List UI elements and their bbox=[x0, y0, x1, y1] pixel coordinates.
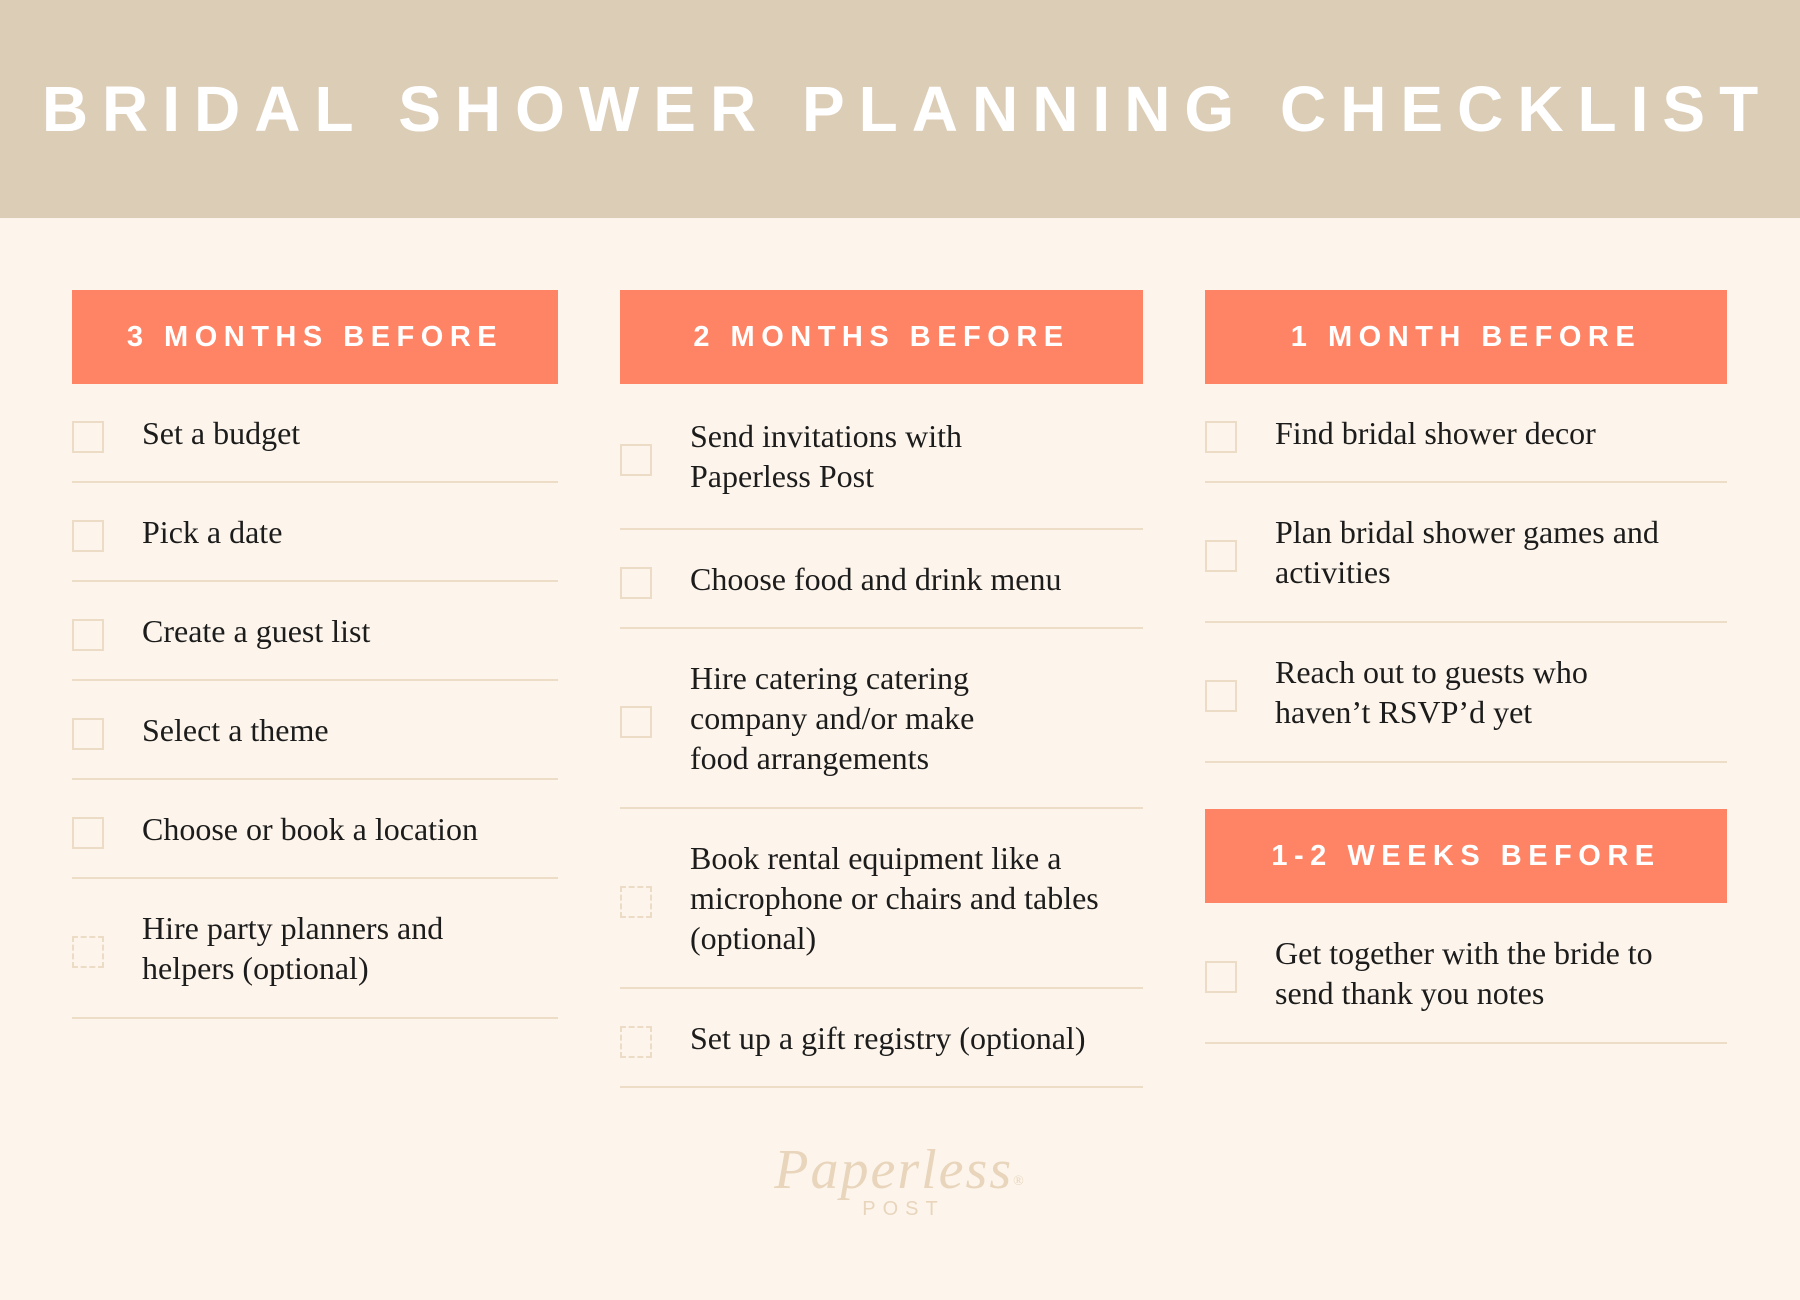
section-heading-label: 1-2 WEEKS BEFORE bbox=[1271, 839, 1661, 872]
column-1-month bbox=[1205, 290, 1727, 1044]
logo-script bbox=[755, 1140, 1045, 1200]
checkbox[interactable] bbox=[72, 421, 104, 453]
logo-subtext: POST bbox=[862, 1198, 945, 1220]
checklist-item bbox=[72, 384, 558, 483]
checklist-item bbox=[72, 582, 558, 681]
checklist-item-text: Reach out to guests who haven’t RSVP’d yet bbox=[1275, 654, 1588, 730]
checklist-item-optional bbox=[620, 809, 1143, 989]
checkbox[interactable] bbox=[620, 706, 652, 738]
checklist-item bbox=[1205, 903, 1727, 1044]
checklist-item-text: Set a budget bbox=[142, 414, 301, 451]
checklist-item bbox=[72, 483, 558, 582]
page-title: BRIDAL SHOWER PLANNING CHECKLIST bbox=[41, 73, 1773, 145]
checklist-item-optional bbox=[620, 989, 1143, 1088]
optional-checkbox[interactable] bbox=[620, 1026, 652, 1058]
checklist-item-text: Choose food and drink menu bbox=[690, 560, 1062, 597]
checkbox[interactable] bbox=[1205, 680, 1237, 712]
checklist-item-text: Get together with the bride to send thank you notes bbox=[1275, 934, 1653, 1011]
header-banner bbox=[0, 0, 1800, 218]
logo-script-text: Paperless bbox=[774, 1139, 1014, 1201]
checkbox[interactable] bbox=[620, 444, 652, 476]
checklist-item bbox=[620, 530, 1143, 629]
checklist-item bbox=[1205, 623, 1727, 763]
checklist-item-text: Hire party planners and helpers (optional) bbox=[142, 910, 444, 986]
checklist-item-text: Plan bridal shower games and activities bbox=[1275, 514, 1659, 590]
checklist-item-text: Create a guest list bbox=[142, 612, 371, 649]
checklist-item-text: Choose or book a location bbox=[142, 810, 478, 847]
paperless-post-logo bbox=[755, 1140, 1045, 1221]
checkbox[interactable] bbox=[620, 567, 652, 599]
checklist-item bbox=[1205, 483, 1727, 623]
checklist-item bbox=[1205, 384, 1727, 483]
registered-mark: ® bbox=[1013, 1174, 1026, 1189]
checklist-item bbox=[72, 780, 558, 879]
section-heading-label: 1 MONTH BEFORE bbox=[1290, 320, 1642, 353]
checkbox[interactable] bbox=[1205, 540, 1237, 572]
checkbox[interactable] bbox=[1205, 421, 1237, 453]
checkbox[interactable] bbox=[72, 520, 104, 552]
checklist-item-text: Send invitations with Paperless Post bbox=[690, 418, 962, 494]
checklist-item-text: Pick a date bbox=[142, 513, 283, 550]
checkbox[interactable] bbox=[72, 817, 104, 849]
column-3-months bbox=[72, 290, 558, 1019]
checkbox[interactable] bbox=[72, 619, 104, 651]
checklist-item bbox=[620, 629, 1143, 809]
checklist-item-text: Set up a gift registry (optional) bbox=[690, 1019, 1086, 1056]
checkbox[interactable] bbox=[72, 718, 104, 750]
checkbox[interactable] bbox=[1205, 961, 1237, 993]
checklist-item-text: Hire catering catering company and/or make food arrangements bbox=[690, 660, 975, 776]
checklist-item-text: Find bridal shower decor bbox=[1275, 414, 1596, 451]
section-heading-2-months bbox=[620, 290, 1143, 384]
checklist-item-text: Select a theme bbox=[142, 711, 329, 748]
checklist-item bbox=[72, 681, 558, 780]
section-heading-1-2-weeks bbox=[1205, 809, 1727, 903]
section-heading-label: 3 MONTHS BEFORE bbox=[126, 320, 504, 353]
section-heading-3-months bbox=[72, 290, 558, 384]
checklist-item-text: Book rental equipment like a microphone or chairs and tables (optional) bbox=[690, 840, 1099, 956]
section-heading-label: 2 MONTHS BEFORE bbox=[693, 320, 1070, 353]
column-2-months bbox=[620, 290, 1143, 1088]
optional-checkbox[interactable] bbox=[620, 886, 652, 918]
section-heading-1-month bbox=[1205, 290, 1727, 384]
optional-checkbox[interactable] bbox=[72, 936, 104, 968]
checklist-item-optional bbox=[72, 879, 558, 1019]
checklist-item bbox=[620, 384, 1143, 530]
